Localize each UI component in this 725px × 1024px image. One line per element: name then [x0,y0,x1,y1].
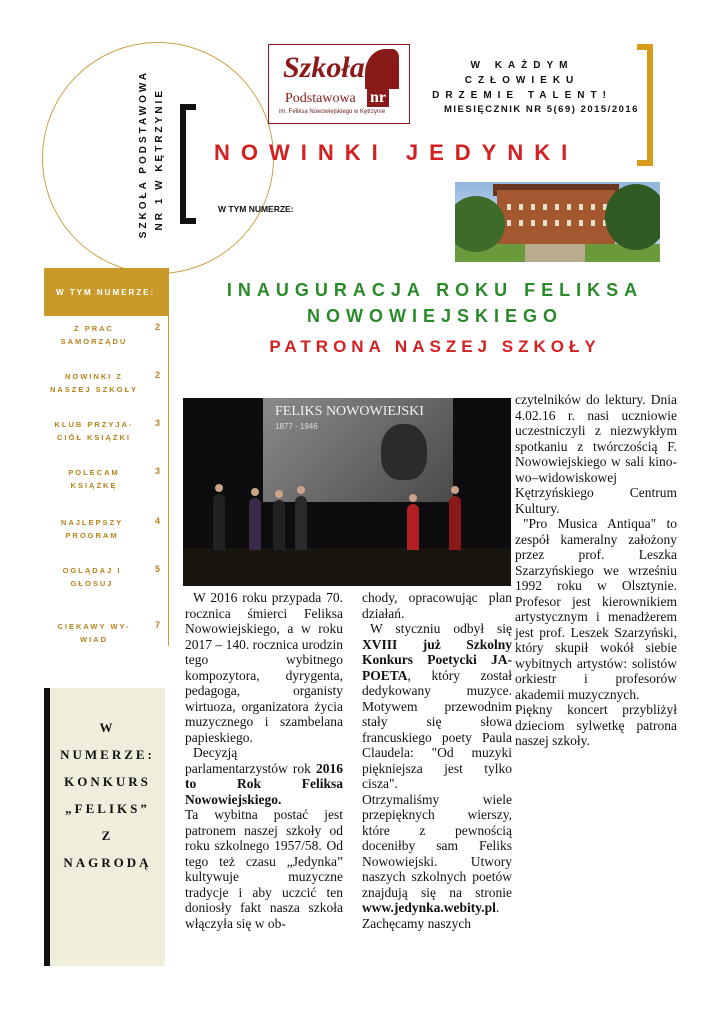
headline-line-1: INAUGURACJA ROKU FELIKSA [226,280,644,300]
toc-item-label: KLUB PRZYJA-CIÓŁ KSIĄŻKI [54,420,134,442]
box-line: W [99,720,116,735]
issue-number: MIESIĘCZNIK NR 5(69) 2015/2016 [444,104,639,115]
toc-item-page: 2 [154,370,160,380]
toc-item-page: 3 [154,466,160,476]
logo-nr: nr [367,89,389,107]
text: . Zachęcamy naszych [362,900,500,931]
article-subheadline: PATRONA NASZEJ SZKOŁY [269,337,601,356]
bold-text: XVIII już Szkolny Konkurs Poetycki JA-POETA [362,636,512,683]
motto-line-2: DRZEMIE TALENT! [432,90,612,101]
toc-item[interactable] [44,516,170,542]
decorative-bracket-right [637,44,653,166]
headline-line-2: NOWOWIEJSKIEGO [306,306,563,326]
toc-item-page: 7 [154,620,160,630]
school-logo [268,44,410,124]
toc-item[interactable] [44,466,170,492]
website-link[interactable]: www.jedynka.webity.pl [362,900,496,915]
logo-sub: Podstawowa [285,91,356,106]
sidebar-heading-box [44,268,169,316]
school-name-line-2: NR 1 W KĘTRZYNIE [154,88,165,231]
article-column-2 [362,590,512,931]
stage-floor [183,548,511,586]
in-issue-label: W TYM NUMERZE: [218,204,294,214]
box-line: NUMERZE: [60,747,155,762]
paragraph: W 2016 roku przypada 70. rocznica śmierci Feliksa Nowowiejskiego, a w roku 2017 – 140. rocznica urodzin tego wybitnego kompozytora, dyrygenta, pedagoga, organisty wirtuoza, organizatora życia muzycznego i szambelana papieskiego. [185,590,343,745]
toc-item-page: 2 [154,322,160,332]
decorative-bracket-left [180,104,196,224]
article-column-3 [515,392,677,749]
text: Decyzją parlamentarzystów rok [185,745,316,776]
portrait-silhouette [381,424,427,480]
toc-item-page: 3 [154,418,160,428]
concert-photo [183,398,511,586]
motto-line-1: W KAŻDYM CZŁOWIEKU [464,60,580,86]
box-line: Z [101,828,114,843]
paragraph: chody, opracowując plan działań. [362,590,512,621]
box-line: „FELIKS” [65,801,150,816]
toc-item-label: NAJLEPSZY PROGRAM [60,518,124,540]
toc-item-label: NOWINKI Z NASZEJ SZKOŁY [49,372,139,394]
toc-item-page: 4 [154,516,160,526]
logo-patron: im. Feliksa Nowowiejskiego w Kętrzynie [279,109,386,115]
toc-item[interactable] [44,370,170,396]
paragraph [362,621,512,792]
screen-title: FELIKS NOWOWIEJSKI [275,404,424,419]
newsletter-title: NOWINKI JEDYNKI [214,140,579,165]
school-building-photo [455,182,660,262]
text: W styczniu odbył się [370,621,512,636]
screen-years: 1877 - 1946 [275,422,318,431]
motto [412,58,632,103]
logo-number-one-shape [365,49,399,89]
paragraph: Piękny koncert przybliżył dzieciom sylwetkę patrona naszej szkoły. [515,702,677,748]
paragraph [362,792,512,932]
paragraph: Ta wybitna postać jest patronem naszej szkoły od roku szkolnego 1957/58. Od tego też czasu „Jedynka” kultywuje muzyczne tradycje i aby uczcić ten doniosły fakt nasza szkoła włączyła się w ob- [185,807,343,931]
contest-box-text [50,714,165,876]
toc-item-label: OGLĄDAJ I GŁOSUJ [62,566,122,588]
logo-word: Szkoła [283,51,365,84]
paragraph: czytelników do lektury. Dnia 4.02.16 r. nasi uczniowie uczestniczyli z niezwykłym spotkaniu z twórczością F. Nowowiejskiego w sali kino-wo–widowiskowej Kętrzyńskiego Centrum Kultury. [515,392,677,516]
toc-item[interactable] [44,564,170,590]
toc-item-label: Z PRAC SAMORZĄDU [60,324,128,346]
box-line: NAGRODĄ [63,855,152,870]
article-column-1 [185,590,343,931]
article-headline [200,277,670,329]
sidebar-heading: W TYM NUMERZE: [56,288,156,297]
box-line: KONKURS [64,774,151,789]
toc-item-label: POLECAM KSIĄŻKĘ [68,468,120,490]
toc-item-label: CIEKAWY WY-WIAD [57,622,131,644]
school-name-vertical [118,70,178,240]
paragraph: "Pro Musica Antiqua" to zespół kameralny założony przez prof. Leszka Szarzyńskiego we wrześniu 1992 roku w Olsztynie. Profesor jest kierownikiem artystycznym i menadżerem jest prof. Leszek Szarzyński, który skupił wokół siebie wybitnych artystów: solistów orkiestr i profesorów akademii muzycznych. [515,516,677,702]
toc-item[interactable] [44,620,170,646]
text: , który został dedykowany muzyce. Motywem przewodnim stały się słowa francuskiego poety Paula Claudela: "Od muzyki piękniejsza jest tylko cisza". [362,667,512,791]
toc-item-page: 5 [154,564,160,574]
toc-item[interactable] [44,322,170,348]
text: Otrzymaliśmy wiele przepięknych wierszy, które z pewnością doceniłby sam Feliks Nowowiejski. Utwory naszych szkolnych poetów znajdują się na stronie [362,791,512,900]
school-name-line-1: SZKOŁA PODSTAWOWA [138,70,149,239]
paragraph [185,745,343,807]
bold-text: 2016 to Rok Feliksa Nowowiejskiego. [185,760,343,807]
toc-item[interactable] [44,418,170,444]
